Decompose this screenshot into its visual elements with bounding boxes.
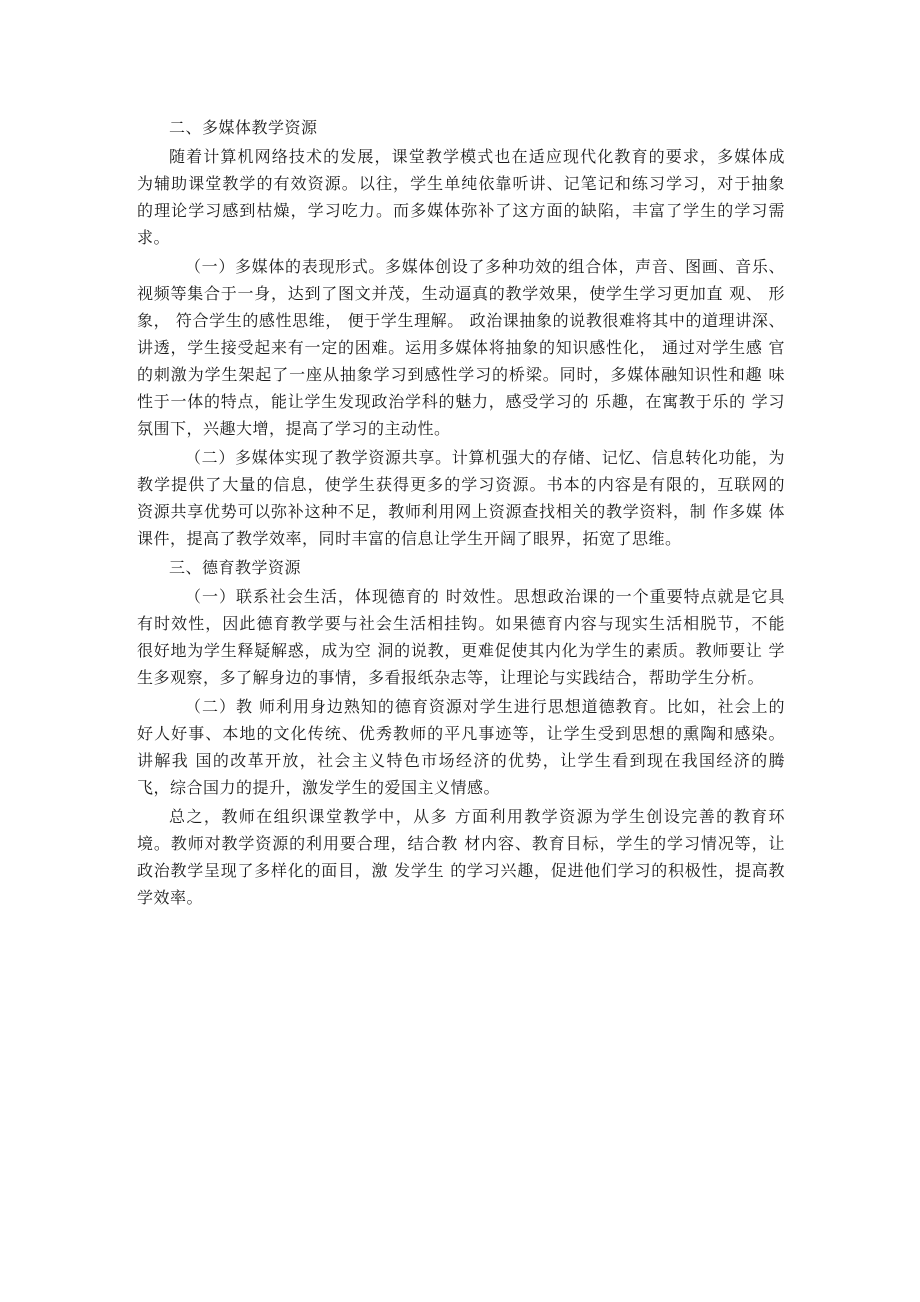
section-2-heading: 二、多媒体教学资源: [169, 118, 318, 137]
section-3-item-2-paragraph: （二）教 师利用身边熟知的德育资源对学生进行思想道德教育。比如，社会上的 好人好事、本地的文化传统、优秀教师的平凡事迹等，让学生受到思想的熏陶和感染。 讲解我 国的改革开放，社会主义特色市场经济的优势，让学生看到现在我国经济的腾 飞，综合国力的提升，激发学生的爱国主义情感。: [137, 697, 785, 797]
section-3-item-1-paragraph: （一）联系社会生活，体现德育的 时效性。思想政治课的一个重要特点就是它具 有时效性，因此德育教学要与社会生活相挂钩。如果德育内容与现实生活相脱节，不能 很好地为学生释疑解惑，成为空 洞的说教，更难促使其内化为学生的素质。教师要让 学生多观察，多了解身边的事情，多看报纸杂志等，让理论与实践结合，帮助学生分析。: [137, 587, 785, 687]
section-3-heading: 三、德育教学资源: [169, 558, 302, 577]
section-2-intro-paragraph: 随着计算机网络技术的发展，课堂教学模式也在适应现代化教育的要求，多媒体成 为辅助课堂教学的有效资源。以往，学生单纯依靠听讲、记笔记和练习学习，对于抽象 的理论学习感到枯燥，学习吃力。而多媒体弥补了这方面的缺陷，丰富了学生的学习需 求。: [137, 147, 785, 247]
conclusion-paragraph: 总之，教师在组织课堂教学中，从多 方面利用教学资源为学生创设完善的教育环境。教师对教学资源的利用要合理，结合教 材内容、教育目标，学生的学习情况等，让政治教学呈现了多样化的面目，激 发学生 的学习兴趣，促进他们学习的积极性，提高教学效率。: [137, 807, 785, 907]
document-page: [137, 114, 785, 913]
section-2-item-2-paragraph: （二）多媒体实现了教学资源共享。计算机强大的存储、记忆、信息转化功能，为 教学提供了大量的信息，使学生获得更多的学习资源。书本的内容是有限的，互联网的 资源共享优势可以弥补这种不足，教师利用网上资源查找相关的教学资料，制 作多媒 体课件，提高了教学效率，同时丰富的信息让学生开阔了眼界，拓宽了思维。: [137, 448, 785, 548]
section-2-item-1-paragraph: （一）多媒体的表现形式。多媒体创设了多种功效的组合体，声音、图画、音乐、 视频等集合于一身，达到了图文并茂，生动逼真的教学效果，使学生学习更加直 观、 形象， 符合学生的感性思维， 便于学生理解。 政治课抽象的说教很难将其中的道理讲深、 讲透，学生接受起来有一定的困难。运用多媒体将抽象的知识感性化， 通过对学生感 官的刺激为学生架起了一座从抽象学习到感性学习的桥梁。同时，多媒体融知识性和趣 味性于一体的特点，能让学生发现政治学科的魅力，感受学习的 乐趣，在寓教于乐的 学习氛围下，兴趣大增，提高了学习的主动性。: [137, 257, 785, 438]
